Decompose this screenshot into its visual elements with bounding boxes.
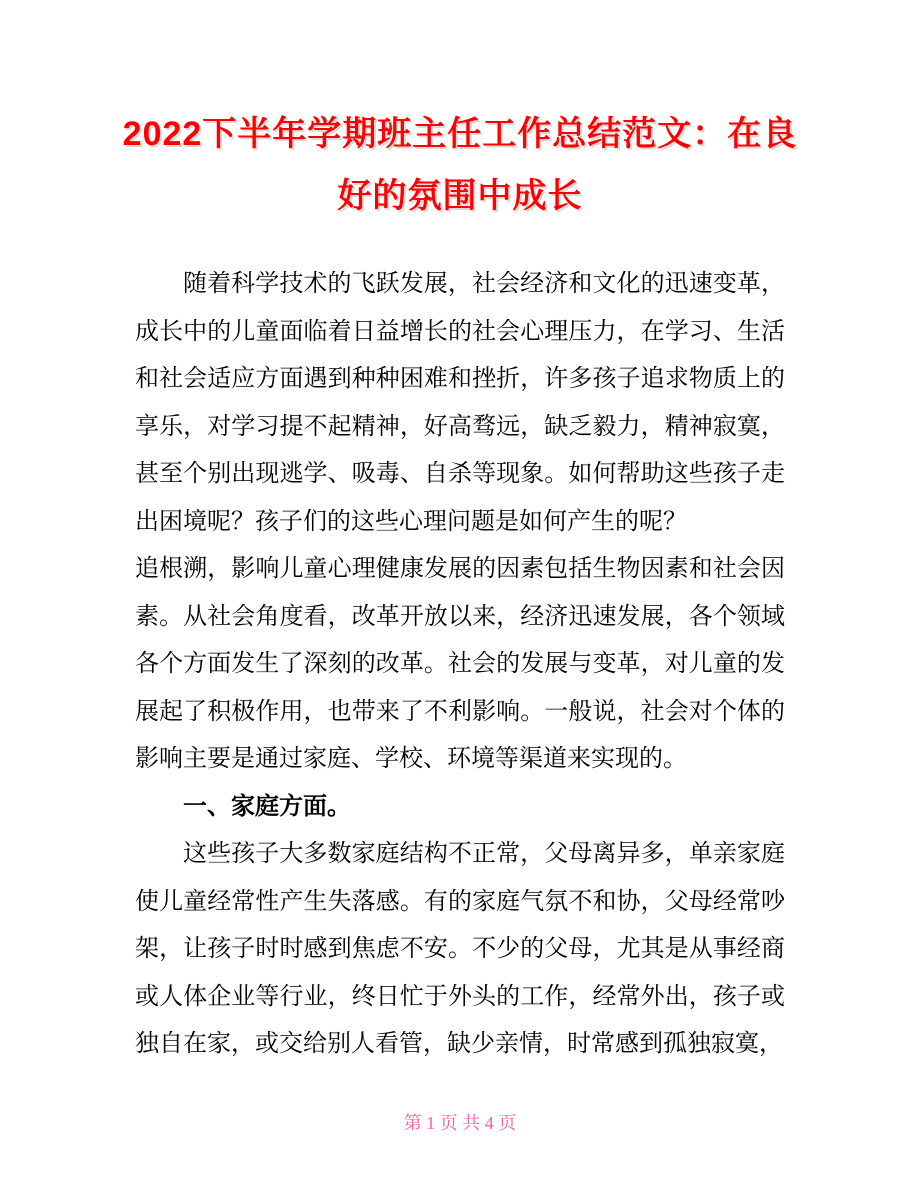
paragraph-family-detail: 这些孩子大多数家庭结构不正常，父母离异多，单亲家庭使儿童经常性产生失落感。有的家庭气氛不和协，父母经常吵架，让孩子时时感到焦虑不安。不少的父母，尤其是从事经商或人体企业等行业，终日忙于外头的工作，经常外出，孩子或独自在家，或交给别人看管，缺少亲情，时常感到孤独寂寞， [135, 841, 785, 1057]
page-number-footer: 第 1 页 共 4 页 [403, 1113, 517, 1133]
paragraph-intro: 随着科学技术的飞跃发展，社会经济和文化的迅速变革，成长中的儿童面临着日益增长的社会心理压力，在学习、生活和社会适应方面遇到种种困难和挫折，许多孩子追求物质上的享乐，对学习提不起精神，好高骛远，缺乏毅力，精神寂寞，甚至个别出现逃学、吸毒、自杀等现象。如何帮助这些孩子走出困境呢？孩子们的这些心理问题是如何产生的呢？ [135, 271, 785, 535]
document-body [135, 261, 785, 1069]
paragraph-causes: 追根溯，影响儿童心理健康发展的因素包括生物因素和社会因素。从社会角度看，改革开放以来，经济迅速发展，各个领域各个方面发生了深刻的改革。社会的发展与变革，对儿童的发展起了积极作用，也带来了不利影响。一般说，社会对个体的影响主要是通过家庭、学校、环境等渠道来实现的。 [135, 556, 785, 772]
section-heading-family: 一、家庭方面。 [183, 793, 351, 820]
document-title: 2022下半年学期班主任工作总结范文：在良好的氛围中成长 [122, 115, 798, 215]
